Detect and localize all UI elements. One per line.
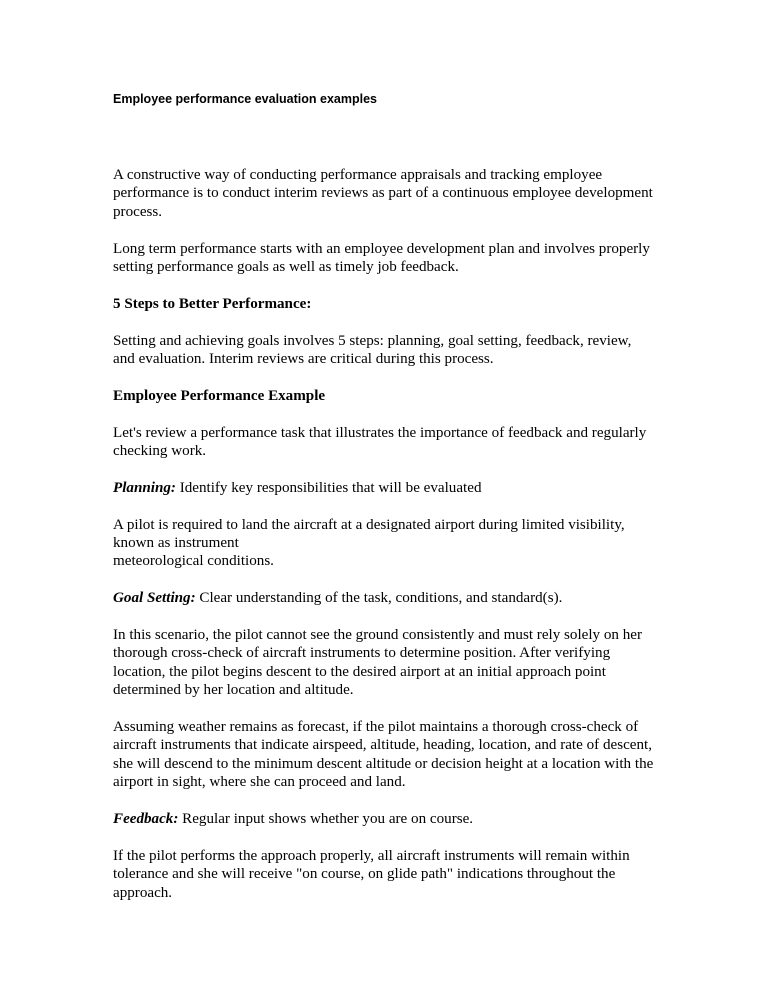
text-line: known as instrument [113,535,239,552]
text-line: and evaluation. Interim reviews are critical during this process. [113,351,494,368]
text-line: performance is to conduct interim reviews as part of a continuous employee development [113,185,653,202]
text-line: Assuming weather remains as forecast, if the pilot maintains a thorough cross-check of [113,719,639,736]
text-line: meteorological conditions. [113,553,274,570]
goal-setting-label: Goal Setting: [113,590,196,607]
feedback-paragraph [113,810,673,828]
text-line: aircraft instruments that indicate airspeed, altitude, heading, location, and rate of descent, [113,737,652,754]
text-line: determined by her location and altitude. [113,682,354,699]
text-line: location, the pilot begins descent to the desired airport at an initial approach point [113,663,606,680]
text-line: airport in sight, where she can proceed and land. [113,774,406,791]
feedback-label: Feedback: [113,811,179,828]
intro-paragraph [113,166,673,221]
text-line: Long term performance starts with an employee development plan and involves properly [113,240,650,257]
text-line: process. [113,203,163,220]
text-line: A pilot is required to land the aircraft at a designated airport during limited visibility, [113,516,625,533]
approach-paragraph [113,847,673,902]
planning-label: Planning: [113,479,176,496]
document-body [113,166,673,920]
text-line: In this scenario, the pilot cannot see the ground consistently and must rely solely on her [113,627,643,644]
text-line: If the pilot performs the approach properly, all aircraft instruments will remain within [113,847,630,864]
goal-setting-text: Clear understanding of the task, conditions, and standard(s). [195,590,563,607]
document-title: Employee performance evaluation examples [113,92,377,106]
text-line: approach. [113,884,173,901]
text-line: A constructive way of conducting performance appraisals and tracking employee [113,167,603,183]
text-line: tolerance and she will receive "on course, on glide path" indications throughout the [113,866,616,883]
long-term-paragraph [113,240,673,277]
text-line: Setting and achieving goals involves 5 steps: planning, goal setting, feedback, review, [113,332,632,349]
planning-text: Identify key responsibilities that will be evaluated [175,479,482,496]
goal-setting-paragraph [113,589,673,607]
feedback-text: Regular input shows whether you are on course. [178,811,474,828]
text-line: checking work. [113,443,207,460]
planning-paragraph [113,479,673,497]
steps-heading: 5 Steps to Better Performance: [113,295,312,312]
example-paragraph [113,424,673,461]
example-heading: Employee Performance Example [113,387,326,404]
text-line: Let's review a performance task that illustrates the importance of feedback and regularly [113,424,647,441]
text-line: setting performance goals as well as timely job feedback. [113,259,459,276]
text-line: thorough cross-check of aircraft instruments to determine position. After verifying [113,645,611,662]
steps-paragraph [113,332,673,369]
text-line: she will descend to the minimum descent altitude or decision height at a location with the [113,755,654,772]
scenario-paragraph [113,626,673,700]
weather-paragraph [113,718,673,792]
pilot-paragraph [113,516,673,571]
